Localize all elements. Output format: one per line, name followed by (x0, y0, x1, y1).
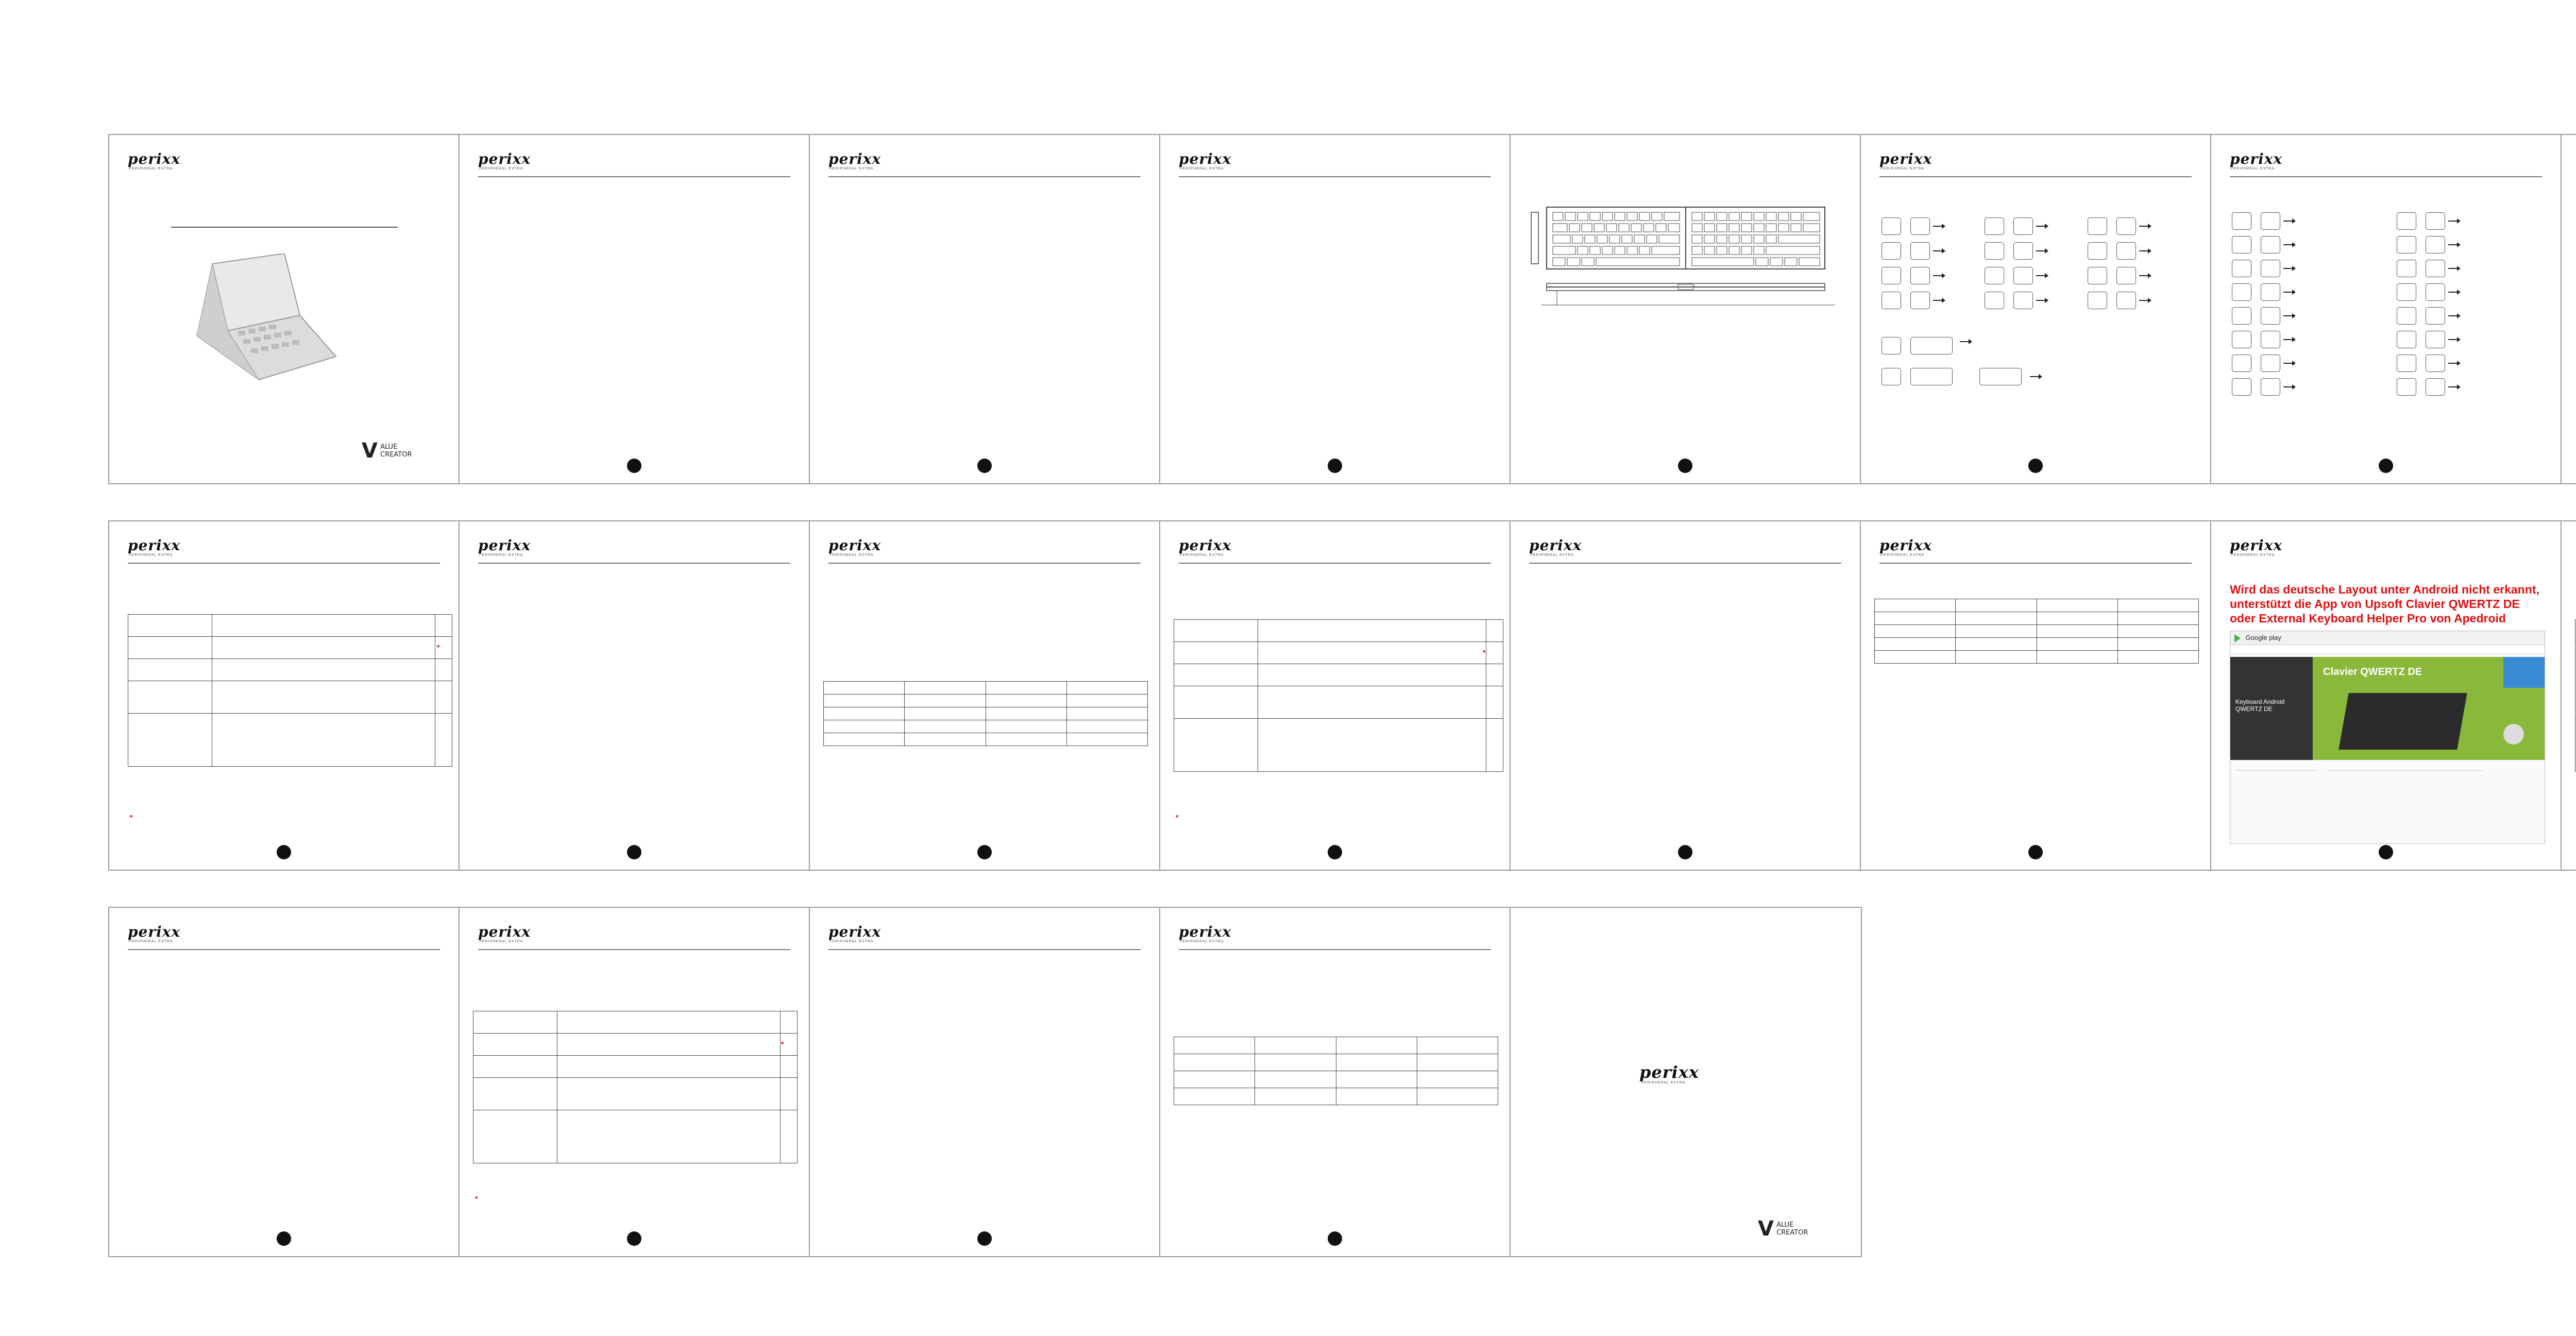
page-r2-2 (460, 521, 810, 870)
page-number-dot (977, 459, 992, 473)
arrow-icon (2036, 226, 2045, 227)
perixx-logo: perixx (1179, 537, 1232, 554)
icon-key (2426, 212, 2445, 230)
fn-key (2232, 378, 2251, 396)
arrow-icon (2283, 244, 2293, 245)
fn-key (1882, 337, 1901, 354)
cover-page (109, 135, 460, 483)
perixx-logo: perixx (828, 537, 882, 554)
icon-key (2426, 260, 2445, 277)
spec-table (1174, 619, 1503, 772)
logo-tagline: PERIPHERAL EXTRA (2231, 167, 2275, 171)
value-creator-logo (1758, 1217, 1808, 1241)
logo-tagline: PERIPHERAL EXTRA (1180, 940, 1224, 943)
arrow-icon (2448, 221, 2458, 222)
perixx-logo: perixx (478, 537, 531, 554)
page-r2-1 (109, 521, 460, 870)
perixx-logo: perixx (2230, 537, 2283, 554)
fn-key (1985, 292, 2004, 309)
german-title-line: oder External Keyboard Helper Pro von Apedroid (2230, 612, 2506, 625)
arrow-icon (2283, 268, 2293, 269)
compat-table (1874, 599, 2199, 664)
fn-key (2232, 354, 2251, 372)
arrow-icon (2036, 275, 2045, 276)
google-play-screenshot (2230, 631, 2545, 844)
german-instructions-title (2230, 582, 2539, 625)
page-keyboard-diagram (1511, 135, 1861, 483)
arrow-icon (1933, 250, 1942, 251)
fn-key (2397, 212, 2416, 230)
fn-key (2088, 267, 2107, 284)
value-creator-top: ALUE (380, 443, 398, 451)
logo-tagline: PERIPHERAL EXTRA (1180, 167, 1224, 171)
perixx-logo: perixx (478, 923, 531, 940)
page-number-dot (277, 1231, 291, 1246)
media-key (1910, 242, 1930, 260)
page-r2-8 (2562, 521, 2576, 870)
logo-tagline: PERIPHERAL EXTRA (129, 167, 173, 171)
arrow-icon (2283, 386, 2293, 387)
icon-key (2426, 283, 2445, 301)
header-rule (128, 563, 440, 564)
value-creator-logo (362, 439, 412, 463)
value-creator-top: ALUE (1776, 1221, 1794, 1229)
fn-key (2397, 236, 2416, 253)
page-number-dot (627, 459, 641, 473)
fn-key (2397, 283, 2416, 301)
icon-key (2426, 236, 2445, 253)
corner-ribbon (2503, 657, 2545, 688)
folding-keyboard-illustration (181, 253, 351, 387)
header-rule (2230, 176, 2542, 177)
arrow-icon (2448, 339, 2458, 340)
arrow-icon (2139, 300, 2148, 301)
app-description (2328, 770, 2483, 838)
arrow-icon (2448, 244, 2458, 245)
logo-tagline: PERIPHERAL EXTRA (829, 167, 874, 171)
rating-badge (2503, 724, 2524, 745)
value-creator-v: V (362, 439, 378, 463)
icon-key (2261, 260, 2280, 277)
fn-key (2232, 212, 2251, 230)
arrow-icon (2283, 221, 2293, 222)
fn-key (2232, 283, 2251, 301)
header-rule (1179, 176, 1491, 177)
asterisk-mark: * (781, 1040, 784, 1048)
perixx-logo-center: perixx (1639, 1062, 1699, 1082)
perixx-logo: perixx (1879, 150, 1933, 167)
logo-tagline: PERIPHERAL EXTRA (479, 553, 523, 557)
google-play-icon (2234, 634, 2241, 642)
fn-key (1882, 292, 1901, 309)
media-key (1910, 292, 1930, 309)
wide-key (1910, 337, 1953, 354)
header-rule (1879, 176, 2192, 177)
fn-key (1882, 267, 1901, 284)
header-rule (478, 176, 790, 177)
fn-key (2397, 354, 2416, 372)
page-number-dot (977, 1231, 992, 1246)
page-r2-6 (1861, 521, 2211, 870)
logo-tagline: PERIPHERAL EXTRA (829, 553, 874, 557)
media-key (2116, 242, 2136, 260)
logo-tagline: PERIPHERAL EXTRA (479, 940, 523, 943)
arrow-icon (2036, 250, 2045, 251)
page-number-dot (2379, 459, 2393, 473)
fn-key (2232, 260, 2251, 277)
arrow-icon (2448, 315, 2458, 316)
arrow-icon (2448, 386, 2458, 387)
sheet-row-2 (108, 520, 2576, 871)
value-creator-bottom: CREATOR (1776, 1229, 1808, 1237)
header-rule (828, 176, 1141, 177)
page-number-dot (1678, 845, 1692, 859)
icon-key (2261, 236, 2280, 253)
asterisk-footnote: * (475, 1194, 478, 1203)
page-r3-1 (109, 908, 460, 1256)
spec-table (128, 614, 452, 767)
page-number-dot (627, 1231, 641, 1246)
arrow-icon (2283, 315, 2293, 316)
page-r3-3 (810, 908, 1160, 1256)
fn-key (2088, 217, 2107, 235)
arrow-icon (2448, 363, 2458, 364)
perixx-logo: perixx (478, 150, 531, 167)
logo-tagline: PERIPHERAL EXTRA (829, 940, 874, 943)
page-number-dot (1328, 845, 1342, 859)
fn-key (1985, 242, 2004, 260)
asterisk-footnote: * (1176, 813, 1179, 821)
compat-table (823, 681, 1148, 746)
page-r1-4 (1160, 135, 1511, 483)
sheet-row-1 (108, 134, 2576, 484)
icon-key (2261, 331, 2280, 348)
compat-table (1174, 1037, 1498, 1105)
fn-key (2397, 331, 2416, 348)
header-rule (128, 949, 440, 950)
header-rule (1179, 949, 1491, 950)
fn-key (2397, 307, 2416, 325)
arrow-icon (2283, 339, 2293, 340)
wide-key (1979, 368, 2022, 385)
fn-key (1882, 242, 1901, 260)
arrow-icon (2283, 292, 2293, 293)
fn-key (2088, 292, 2107, 309)
header-rule (1179, 563, 1491, 564)
media-key (2013, 242, 2033, 260)
logo-tagline: PERIPHERAL EXTRA (2231, 553, 2275, 557)
asterisk-mark: * (1483, 648, 1486, 656)
header-rule (1879, 563, 2192, 564)
google-play-label: Google play (2245, 634, 2282, 641)
arrow-icon (2036, 300, 2045, 301)
sheet-row-3 (108, 907, 1862, 1257)
fn-key (1882, 217, 1901, 235)
page-number-dot (1328, 459, 1342, 473)
header-rule (828, 563, 1141, 564)
logo-tagline: PERIPHERAL EXTRA (129, 940, 173, 943)
arrow-icon (2030, 376, 2039, 377)
media-key (1910, 267, 1930, 284)
logo-tagline: PERIPHERAL EXTRA (1880, 553, 1925, 557)
app-list (2235, 770, 2318, 838)
icon-key (2261, 307, 2280, 325)
arrow-icon (1960, 341, 1969, 342)
page-number-dot (2028, 459, 2043, 473)
arrow-icon (2139, 226, 2148, 227)
media-key (2013, 267, 2033, 284)
perixx-logo: perixx (828, 150, 882, 167)
fn-key (2397, 260, 2416, 277)
logo-tagline: PERIPHERAL EXTRA (1530, 553, 1574, 557)
wide-key (1910, 368, 1953, 385)
media-key (2116, 267, 2136, 284)
page-number-dot (2028, 845, 2043, 859)
page-number-dot (1328, 1231, 1342, 1246)
header-rule (478, 949, 790, 950)
icon-key (2426, 354, 2445, 372)
page-function-keys-2 (2211, 135, 2562, 483)
keyboard-product-image (2338, 693, 2467, 750)
fn-key (1985, 267, 2004, 284)
page-r3-2 (460, 908, 810, 1256)
page-r3-4 (1160, 908, 1511, 1256)
icon-key (2426, 331, 2445, 348)
logo-tagline: PERIPHERAL EXTRA (1180, 553, 1224, 557)
logo-tagline: PERIPHERAL EXTRA (129, 553, 173, 557)
fn-key (1882, 368, 1901, 385)
banner-line: QWERTZ DE (2235, 705, 2273, 713)
fn-key (2088, 242, 2107, 260)
perixx-logo: perixx (128, 923, 181, 940)
value-creator-v: V (1758, 1217, 1774, 1241)
icon-key (2261, 354, 2280, 372)
header-rule (1529, 563, 1841, 564)
page-r2-4 (1160, 521, 1511, 870)
page-r2-5 (1511, 521, 1861, 870)
arrow-icon (2139, 275, 2148, 276)
media-key (2013, 217, 2033, 235)
logo-tagline: PERIPHERAL EXTRA (1880, 167, 1925, 171)
media-key (2116, 292, 2136, 309)
perixx-logo: perixx (128, 537, 181, 554)
page-function-keys-1 (1861, 135, 2211, 483)
page-number-dot (1678, 459, 1692, 473)
page-number-dot (277, 845, 291, 859)
app-banner (2230, 657, 2545, 760)
fn-key (2397, 378, 2416, 396)
page-number-dot (2379, 845, 2393, 859)
page-r2-3 (810, 521, 1160, 870)
banner-dark-panel (2230, 657, 2313, 760)
google-play-header (2230, 631, 2545, 645)
icon-key (2426, 378, 2445, 396)
fn-key (2232, 307, 2251, 325)
arrow-icon (1933, 275, 1942, 276)
icon-key (2261, 212, 2280, 230)
asterisk-mark: * (437, 643, 440, 651)
page-number-dot (627, 845, 641, 859)
arrow-icon (2283, 363, 2293, 364)
page-pairing-1 (2562, 135, 2576, 483)
value-creator-bottom: CREATOR (380, 451, 412, 459)
app-title: Clavier QWERTZ DE (2323, 666, 2422, 678)
keyboard-layout-diagram (1526, 197, 1845, 331)
page-german-layout-app (2211, 521, 2562, 870)
arrow-icon (2448, 268, 2458, 269)
icon-key (2261, 283, 2280, 301)
german-title-line: Wird das deutsche Layout unter Android nicht erkannt, (2230, 583, 2539, 596)
logo-tagline-center: PERIPHERAL EXTRA (1641, 1081, 1686, 1085)
perixx-logo: perixx (1179, 923, 1232, 940)
media-key (2013, 292, 2033, 309)
arrow-icon (2448, 292, 2458, 293)
asterisk-footnote: * (130, 813, 133, 821)
cover-title-line (171, 227, 398, 228)
arrow-icon (2139, 250, 2148, 251)
banner-line: Keyboard Android (2235, 698, 2285, 705)
header-rule (828, 949, 1141, 950)
arrow-icon (1933, 226, 1942, 227)
perixx-logo: perixx (1529, 537, 1582, 554)
german-title-line: unterstützt die App von Upsoft Clavier QWERTZ DE (2230, 597, 2520, 611)
arrow-icon (1933, 300, 1942, 301)
spec-table (473, 1011, 798, 1163)
page-r1-3 (810, 135, 1160, 483)
header-rule (478, 563, 790, 564)
store-nav-bar (2230, 645, 2545, 654)
perixx-logo: perixx (1179, 150, 1232, 167)
fn-key (2232, 331, 2251, 348)
logo-tagline: PERIPHERAL EXTRA (479, 167, 523, 171)
media-key (2116, 217, 2136, 235)
page-r1-2 (460, 135, 810, 483)
fn-key (2232, 236, 2251, 253)
perixx-logo: perixx (828, 923, 882, 940)
icon-key (2426, 307, 2445, 325)
media-key (1910, 217, 1930, 235)
back-cover-page (1511, 908, 1861, 1256)
page-number-dot (977, 845, 992, 859)
perixx-logo: perixx (128, 150, 181, 167)
perixx-logo: perixx (2230, 150, 2283, 167)
perixx-logo: perixx (1879, 537, 1933, 554)
fn-key (1985, 217, 2004, 235)
icon-key (2261, 378, 2280, 396)
